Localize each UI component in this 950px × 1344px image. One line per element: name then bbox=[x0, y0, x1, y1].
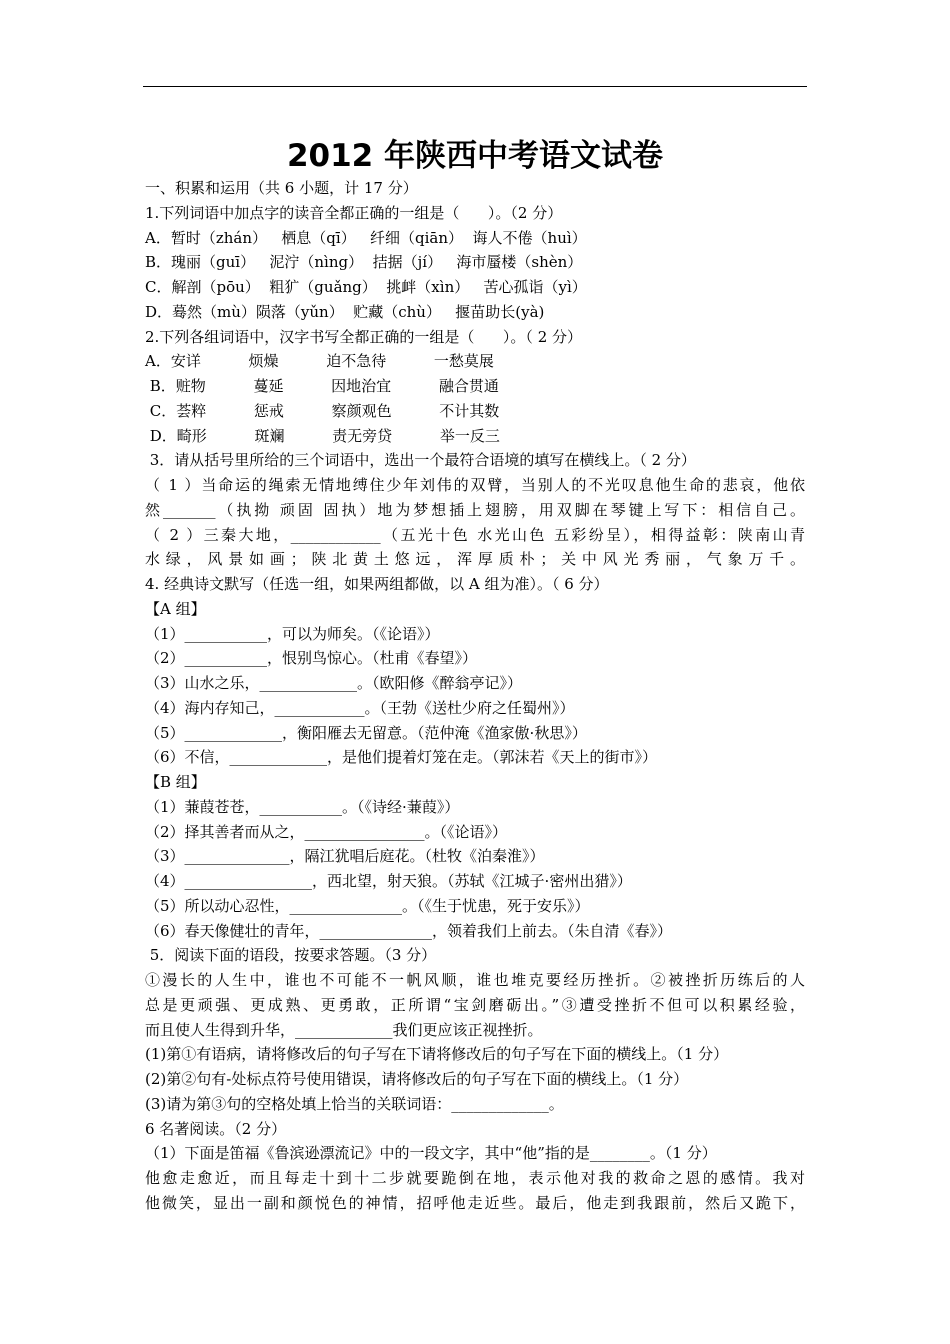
text-line: 6 名著阅读。（2 分） bbox=[145, 1119, 287, 1138]
text-line: （2）择其善者而从之，________________。（《论语》） bbox=[145, 822, 508, 841]
text-line: （1）___________，可以为师矣。（《论语》） bbox=[145, 624, 440, 643]
text-line: (1)第①有语病，请将修改后的句子写在下请将修改后的句子写在下面的横线上。（1 分） bbox=[145, 1045, 729, 1064]
text-line: D．蓦然（mù）陨落（yǔn） 贮藏（chù） 揠苗助长(yà) bbox=[145, 302, 545, 321]
text-line: C．荟粹 惩戒 察颜观色 不计其数 bbox=[145, 401, 500, 420]
text-line: （ 1 ）当命运的绳索无情地缚住少年刘伟的双臂，当别人的不光叹息他生命的悲哀，他依 bbox=[145, 476, 805, 494]
text-line: B．赃物 蔓延 因地治宜 融合贯通 bbox=[145, 377, 499, 395]
text-line: A．暂时（zhán） 栖息（qī） 纤细（qiān） 诲人不倦（huì） bbox=[145, 228, 587, 247]
text-line: 4. 经典诗文默写（任选一组，如果两组都做，以 A 组为准）。（ 6 分） bbox=[145, 575, 609, 593]
text-line: C．解剖（pōu） 粗犷（guǎng） 挑衅（xìn） 苦心孤诣（yì） bbox=[145, 278, 587, 296]
text-line: 3．请从括号里所给的三个词语中，选出一个最符合语境的填写在横线上。（ 2 分） bbox=[145, 451, 696, 470]
text-line: B．瑰丽（guī） 泥泞（nìng） 拮据（jí） 海市蜃楼（shèn） bbox=[145, 253, 583, 272]
text-line: D．畸形 斑斓 责无旁贷 举一反三 bbox=[145, 426, 500, 445]
text-line: 2.下列各组词语中，汉字书写全都正确的一组是（ ）。（ 2 分） bbox=[145, 327, 583, 346]
text-line: 一、积累和运用（共 6 小题，计 17 分） bbox=[145, 179, 418, 197]
text-line: （6）不信，_____________，是他们提着灯笼在走。（郭沫若《天上的街市》） bbox=[145, 748, 658, 767]
text-line: 总是更顽强、更成熟、更勇敢，正所谓“宝剑磨砺出。”③遭受挫折不但可以积累经验， bbox=[145, 995, 805, 1014]
text-line: (3)请为第③句的空格处填上恰当的关联词语：_____________。 bbox=[145, 1094, 564, 1113]
text-line: 而且使人生得到升华，_____________我们更应该正视挫折。 bbox=[145, 1020, 543, 1039]
header-rule bbox=[143, 86, 807, 87]
text-line: 1.下列词语中加点字的读音全都正确的一组是（ ）。（2 分） bbox=[145, 203, 563, 222]
text-line: （5）_____________，衡阳雁去无留意。（范仲淹《渔家傲·秋思》） bbox=[145, 723, 587, 742]
text-line: 【B 组】 bbox=[145, 773, 206, 791]
text-line: A．安详 烦燥 迫不急待 一愁莫展 bbox=[145, 352, 494, 371]
text-line: 他微笑，显出一副和颜悦色的神情，招呼他走近些。最后，他走到我跟前，然后又跪下， bbox=[145, 1193, 805, 1212]
text-line: ①漫长的人生中，谁也不可能不一帆风顺，谁也堆克要经历挫折。②被挫折历练后的人 bbox=[145, 971, 805, 989]
text-line: （3）______________，隔江犹唱后庭花。（杜牧《泊秦淮》） bbox=[145, 847, 545, 866]
text-line: （ 2 ）三秦大地，____________（五光十色 水光山色 五彩纷呈），相得益彰：陕南山青 bbox=[145, 525, 805, 544]
text-line: （5）所以动心忍性，_______________。（《生于忧患，死于安乐》） bbox=[145, 896, 590, 915]
text-line: 他愈走愈近，而且每走十到十二步就要跪倒在地，表示他对我的救命之恩的感情。我对 bbox=[145, 1169, 805, 1187]
text-line: （2）___________，恨别鸟惊心。（杜甫《春望》） bbox=[145, 649, 478, 668]
text-line: (2)第②句有-处标点符号使用错误，请将修改后的句子写在下面的横线上。（1 分） bbox=[145, 1070, 689, 1088]
text-line: （1）蒹葭苍苍，___________。（《诗经·蒹葭》） bbox=[145, 797, 460, 816]
text-line: （6）春天像健壮的青年，_______________，领着我们上前去。（朱自清《春》） bbox=[145, 921, 673, 940]
text-line: 5．阅读下面的语段，按要求答题。（3 分） bbox=[145, 946, 437, 965]
text-line: （4）_________________，西北望，射天狼。（苏轼《江城子·密州出猎》） bbox=[145, 872, 632, 890]
text-line: 【A 组】 bbox=[145, 599, 206, 618]
text-line: 然_______（执拗 顽固 固执）地为梦想插上翅膀，用双脚在琴键上写下：相信自己。 bbox=[145, 500, 805, 519]
text-line: （3）山水之乐，_____________。（欧阳修《醉翁亭记》） bbox=[145, 674, 523, 692]
page-title: 2012 年陕西中考语文试卷 bbox=[286, 138, 664, 174]
text-line: 水绿，风景如画；陕北黄土悠远，浑厚质朴；关中风光秀丽，气象万千。 bbox=[145, 550, 805, 569]
text-line: （4）海内存知己，____________。（王勃《送杜少府之任蜀州》） bbox=[145, 698, 575, 717]
text-line: （1）下面是笛福《鲁滨逊漂流记》中的一段文字，其中“他”指的是________。（1 分） bbox=[145, 1144, 717, 1163]
